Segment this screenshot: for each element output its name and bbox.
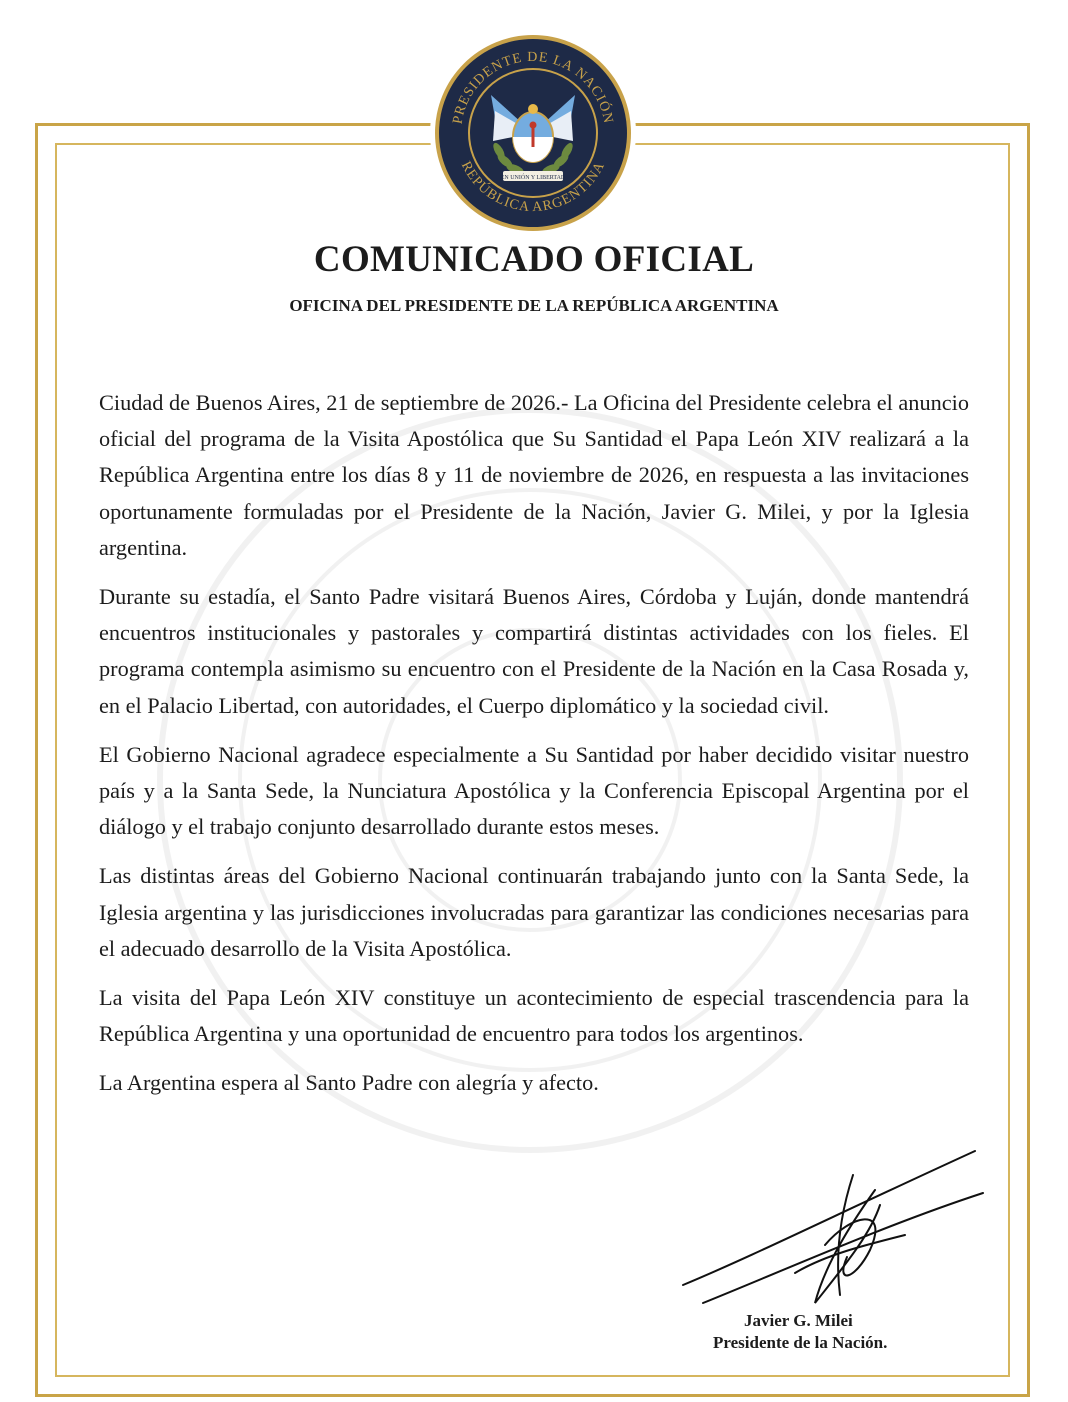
paragraph-thanks: El Gobierno Nacional agradece especialmente a Su Santidad por haber decidido visitar nuestro país y a la Santa Sede, la Nunciatura Apostólica y la Conferencia Episcopal Argentina por el diálogo y el trabajo conjunto desarrollado durante estos meses.	[99, 741, 969, 840]
seal-bottom-text: REPÚBLICA ARGENTINA	[457, 159, 609, 216]
page-title: COMUNICADO OFICIAL	[313, 239, 755, 280]
paragraph-coordination: Las distintas áreas del Gobierno Nacional continuarán trabajando junto con la Santa Sede, la Iglesia argentina y las jurisdicciones involucradas para garantizar las condiciones necesarias para el adecuado desarrollo de la Visita Apostólica.	[99, 863, 969, 961]
presidential-seal	[430, 30, 636, 236]
statement-body	[99, 385, 969, 1115]
paragraph-announcement: Ciudad de Buenos Aires, 21 de septiembre de 2026.- La Oficina del Presidente celebra el anuncio oficial del programa de la Visita Apostólica que Su Santidad el Papa León XIV realizará a la República Argentina entre los días 8 y 11 de noviembre de 2026, en respuesta a las invitaciones oportunamente formuladas por el Presidente de la Nación, Javier G. Milei, y por la Iglesia argentina.	[99, 390, 969, 560]
paragraph-significance: La visita del Papa León XIV constituye un acontecimiento de especial trascendencia para la República Argentina y una oportunidad de encuentro para todos los argentinos.	[99, 985, 969, 1047]
signer-name: Javier G. Milei	[744, 1311, 853, 1330]
signer-title: Presidente de la Nación.	[713, 1333, 888, 1352]
paragraph-closing: La Argentina espera al Santo Padre con alegría y afecto.	[99, 1070, 599, 1096]
seal-ribbon-motto: EN UNIÓN Y LIBERTAD	[500, 175, 566, 181]
seal-top-text: PRESIDENTE DE LA NACIÓN	[450, 49, 616, 126]
handwritten-signature	[675, 1145, 995, 1320]
office-subtitle: OFICINA DEL PRESIDENTE DE LA REPÚBLICA ARGENTINA	[289, 296, 779, 315]
paragraph-itinerary: Durante su estadía, el Santo Padre visitará Buenos Aires, Córdoba y Luján, donde mantendrá encuentros institucionales y pastorales y compartirá distintas actividades con los fieles. El programa contempla asimismo su encuentro con el Presidente de la Nación en la Casa Rosada y, en el Palacio Libertad, con autoridades, el Cuerpo diplomático y la sociedad civil.	[99, 584, 969, 718]
